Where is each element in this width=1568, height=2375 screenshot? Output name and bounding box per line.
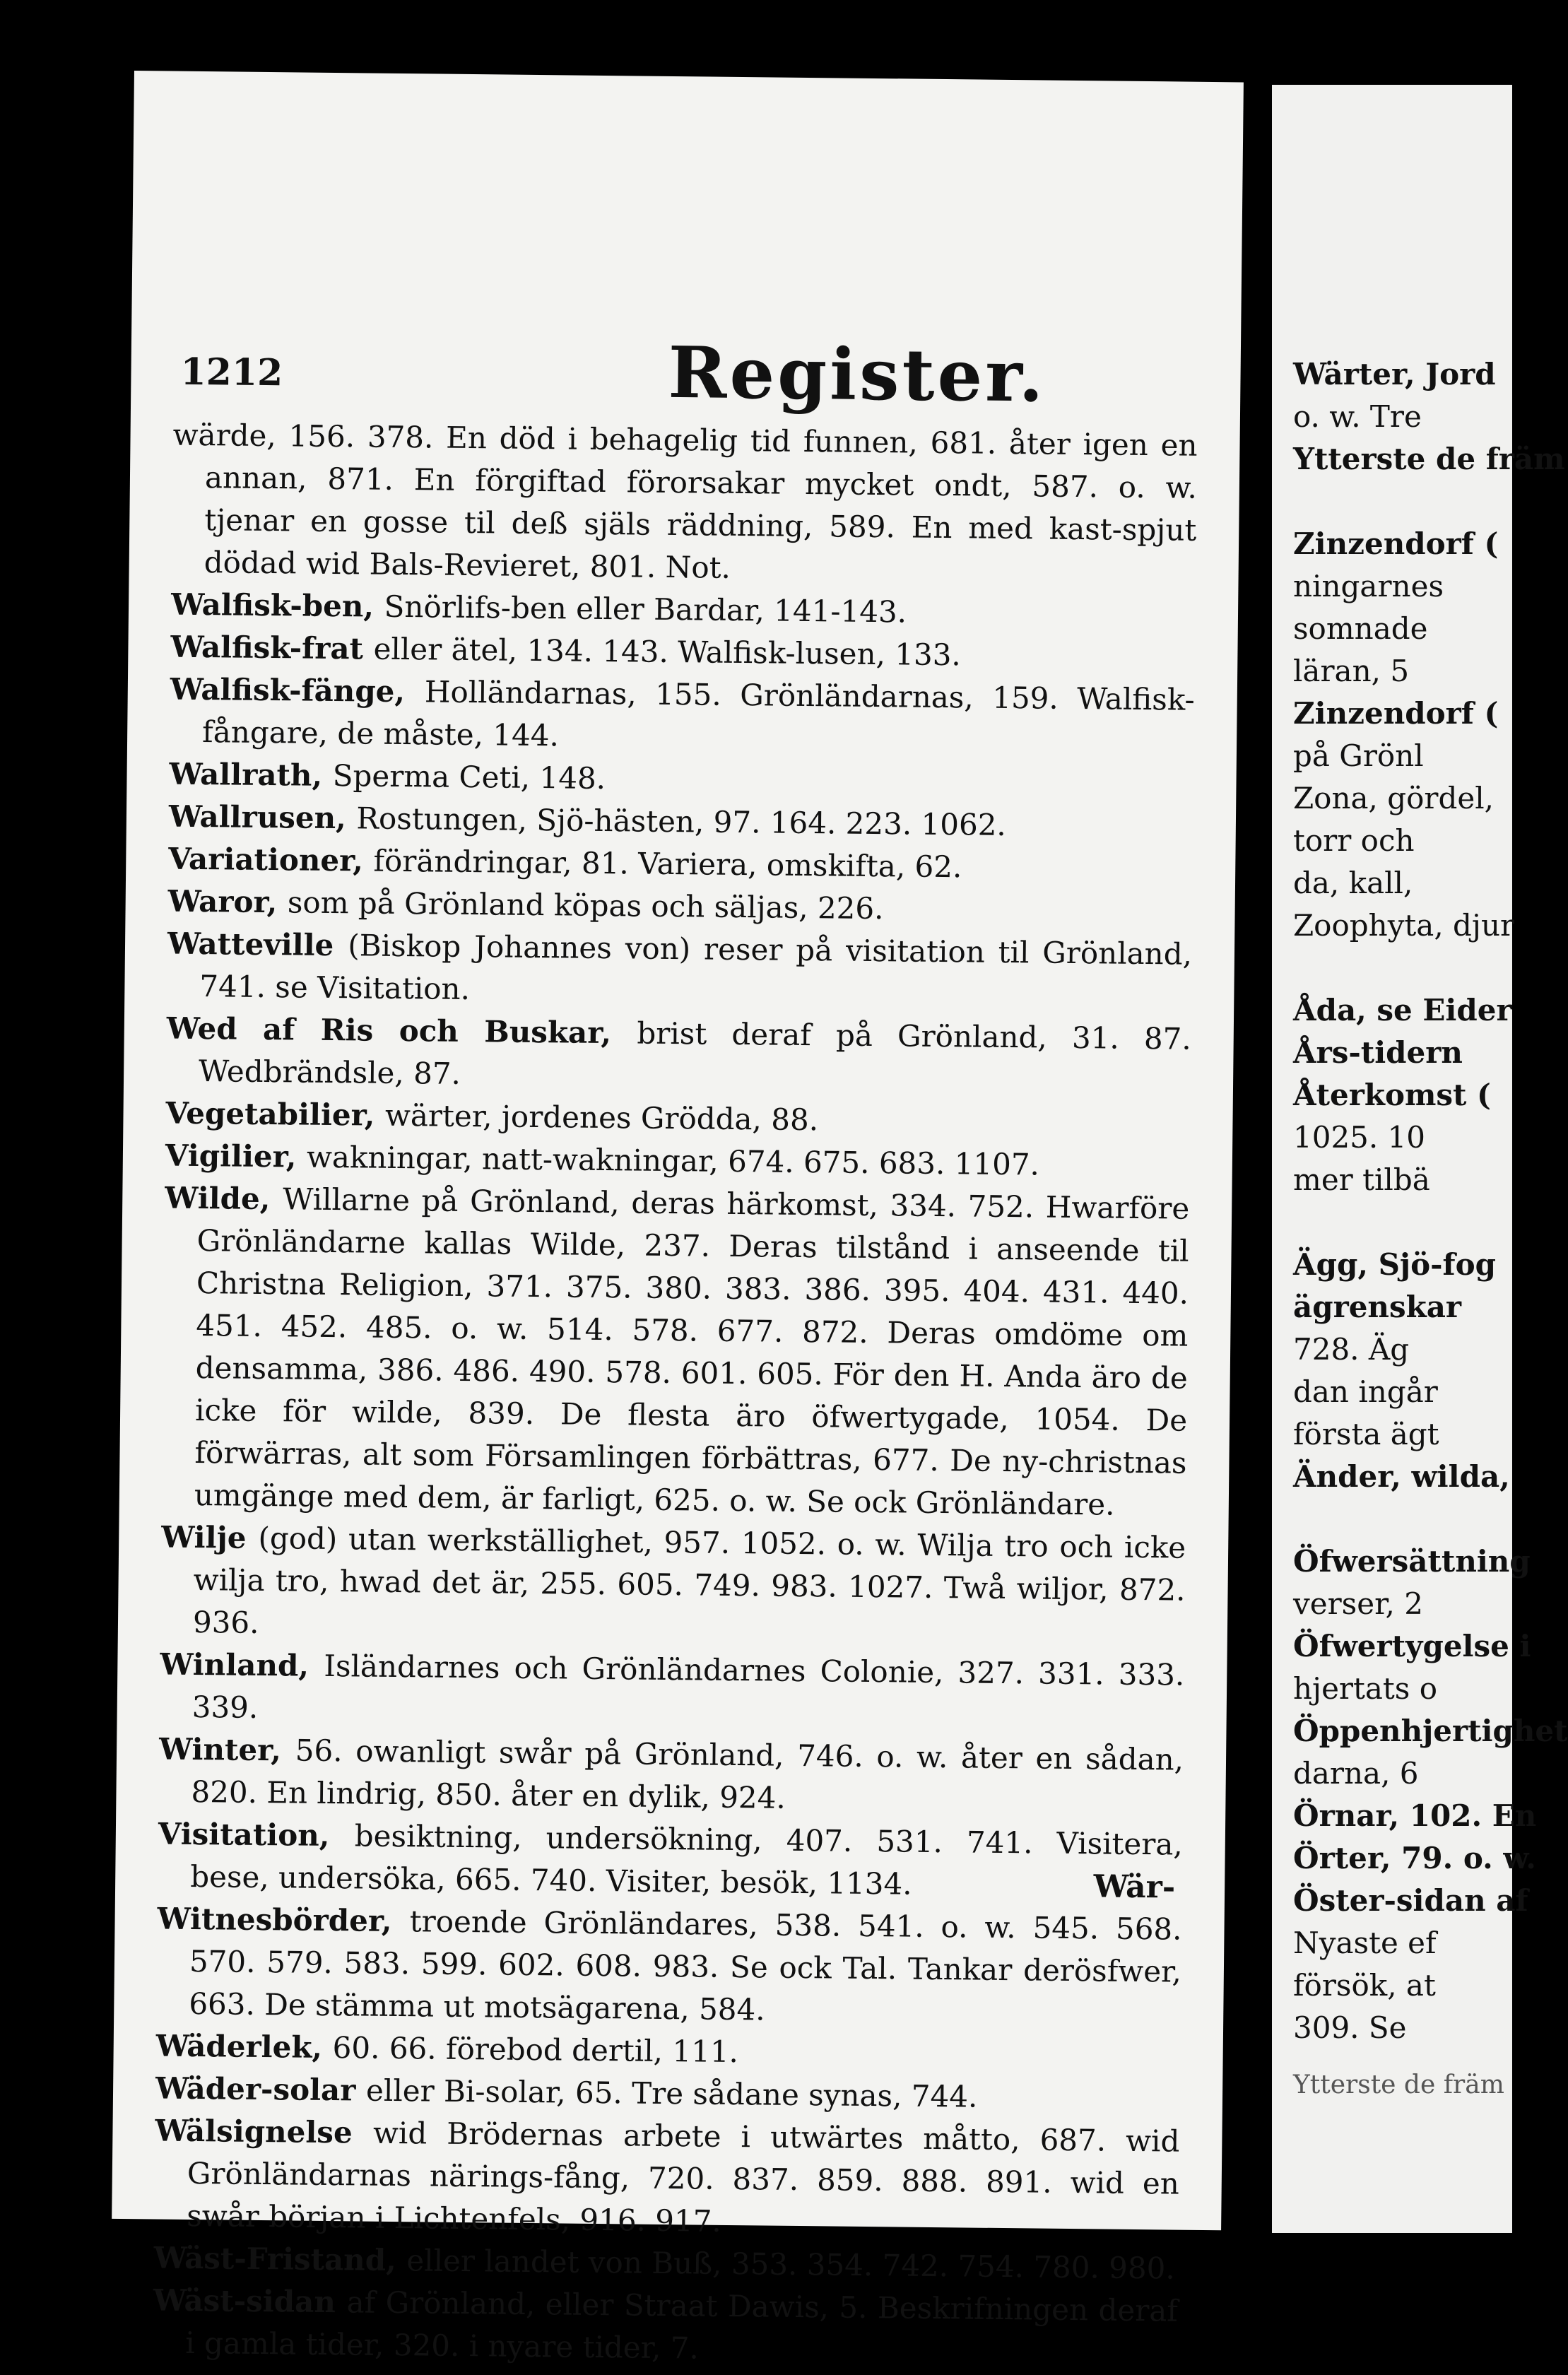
section-gap: [1293, 481, 1526, 523]
entry-references: 56. owanligt swår på Grönland, 746. o. w. åter en sådan, 820. En lindrig, 850. åter en dylik, 924.: [191, 1733, 1184, 1815]
right-register-line: första ägt: [1293, 1417, 1439, 1451]
entry-headword: Winter,: [158, 1731, 296, 1768]
right-page-footer-text: Ytterste de främ: [1293, 2070, 1504, 2099]
section-gap: [1293, 947, 1526, 989]
entry-references: troende Grönländares, 538. 541. o. w. 545. 568. 570. 579. 583. 599. 602. 608. 983. Se ock Tal. Tankar derösfwer, 663. De stämma ut motsägarena, 584.: [189, 1904, 1182, 2027]
right-register-line: da, kall,: [1293, 866, 1413, 900]
entry-references: som på Grönland köpas och säljas, 226.: [287, 885, 884, 926]
right-register-line: Örter, 79. o. w.: [1293, 1841, 1536, 1875]
entry-references: (Biskop Johannes von) reser på visitation til Grönland, 741. se Visitation.: [199, 928, 1193, 1007]
right-register-line: somnade: [1293, 611, 1428, 646]
right-register-line: Återkomst (: [1293, 1078, 1491, 1112]
entry-references: förändringar, 81. Variera, omskifta, 62.: [373, 843, 962, 885]
register-entry: [158, 1813, 1183, 1908]
right-register-line: ägrenskar: [1293, 1290, 1462, 1324]
right-register-line: 309. Se: [1293, 2010, 1407, 2045]
section-gap: [1293, 1201, 1526, 1244]
entry-headword: Wäst-Fristand,: [153, 2240, 407, 2278]
section-gap: [1293, 1498, 1526, 1540]
right-register-line: ningarnes: [1293, 569, 1444, 603]
entry-headword: Wed af Ris och Buskar,: [166, 1010, 637, 1051]
entry-headword: Wälsignelse: [155, 2113, 374, 2150]
left-page: [112, 71, 1244, 2366]
entry-headword: Watteville: [167, 926, 348, 963]
entry-headword: Wäder-solar: [155, 2070, 367, 2108]
register-entry: [154, 2109, 1180, 2247]
right-register-line: Nyaste ef: [1293, 1926, 1437, 1960]
right-register-line: Zona, gördel,: [1293, 781, 1495, 815]
entry-headword: Walfisk-frat: [170, 629, 374, 666]
entry-references: wid Brödernas arbete i utwärtes måtto, 687. wid Grönländarnas närings-fång, 720. 837. 859. 888. 891. wid en swår början i Lichtenfels, 916. 917.: [186, 2115, 1180, 2239]
entry-headword: Walfisk-fänge,: [170, 671, 425, 709]
right-register-line: mer tilbä: [1293, 1162, 1430, 1197]
entry-headword: Wallrusen,: [168, 798, 357, 836]
register-entry: [170, 668, 1195, 764]
entry-references: eller ätel, 134. 143. Walfisk-lusen, 133.: [373, 631, 962, 673]
right-register-line: Ägg, Sjö-fog: [1293, 1247, 1496, 1282]
register-entry: [158, 1728, 1184, 1823]
entry-headword: Wallrath,: [169, 756, 333, 793]
entry-headword: Walfisk-ben,: [170, 587, 384, 624]
entry-headword: Vigilier,: [165, 1138, 307, 1174]
register-entry: [167, 923, 1192, 1018]
entry-references: eller Bi-solar, 65. Tre sådane synas, 744.: [365, 2073, 978, 2114]
entry-headword: Wäderlek,: [155, 2028, 333, 2065]
right-register-line: Öfwertygelse i: [1293, 1629, 1531, 1663]
entry-references: (god) utan werkställighet, 957. 1052. o. w. Wilja tro och icke wilja tro, hwad det är, 255. 605. 749. 983. 1027. Twå wiljor, 872. 936.: [192, 1520, 1186, 1640]
entry-headword: Witnesbörder,: [157, 1901, 411, 1939]
right-register-line: Örnar, 102. En: [1293, 1798, 1537, 1833]
entry-headword: Vegetabilier,: [165, 1095, 386, 1133]
right-register-line: på Grönl: [1293, 738, 1424, 773]
entry-references: af Grönland, eller Straat Dawis, 5. Beskrifningen deraf i gamla tider, 320. i nyare tider, 7.: [185, 2285, 1179, 2366]
right-register-line: dan ingår: [1293, 1374, 1438, 1409]
right-register-line: försök, at: [1293, 1968, 1436, 2003]
entry-headword: Waror,: [167, 883, 288, 920]
page-number: 1212: [180, 350, 283, 395]
entry-references: Willarne på Grönland, deras härkomst, 334. 752. Hwarföre Grönländarne kallas Wilde, 237. Deras tilstånd i anseende til Christna Religion, 371. 375. 380. 383. 386. 395. 404. 431. 440. 451. 452. 485. o. w. 514. 578. 677. 872. Deras omdöme om densamma, 386. 486. 490. 578. 601. 605. För den H. Anda äro de icke för wilde, 839. De flesta äro öfwertygade, 1054. De förwärras, alt som Församlingen förbättras, 677. De ny-christnas umgänge med dem, är farligt, 625. o. w. Se ock Grönländare.: [194, 1181, 1190, 1522]
right-register-line: Zinzendorf (: [1293, 526, 1499, 561]
right-register-line: Ytterste de främ: [1293, 442, 1565, 476]
entry-references: 60. 66. förebod dertil, 111.: [332, 2030, 739, 2070]
right-register-line: Åda, se Eider: [1293, 993, 1512, 1027]
entry-references: wakningar, natt-wakningar, 674. 675. 683. 1107.: [306, 1139, 1040, 1182]
right-register-line: hjertats o: [1293, 1671, 1437, 1706]
entry-headword: Variationer,: [168, 841, 374, 878]
entry-references: Holländarnas, 155. Grönländarnas, 159. Walfisk-fångare, de måste, 144.: [201, 674, 1196, 753]
register-entry: [166, 1008, 1191, 1103]
right-register-line: Zinzendorf (: [1293, 696, 1499, 731]
right-register-line: Öppenhjertighet: [1293, 1714, 1568, 1748]
entry-references: Sperma Ceti, 148.: [332, 758, 606, 796]
register-entry: [162, 1177, 1190, 1527]
entry-references: wärter, jordenes Grödda, 88.: [384, 1097, 819, 1138]
entry-headword: Visitation,: [158, 1816, 355, 1854]
right-register-line: o. w. Tre: [1293, 399, 1422, 434]
right-register-line: 1025. 10: [1293, 1120, 1426, 1155]
right-register-line: Änder, wilda,: [1293, 1459, 1510, 1494]
right-register-line: torr och: [1293, 823, 1415, 858]
right-register-line: Wärter, Jord: [1293, 357, 1496, 391]
right-register-line: Öfwersättning: [1293, 1544, 1531, 1579]
right-register-entries: [1293, 353, 1568, 2049]
right-register-line: Zoophyta, djur: [1293, 908, 1515, 943]
right-register-line: Öster-sidan af: [1293, 1883, 1528, 1918]
page-header: [131, 283, 1241, 418]
entry-references: brist deraf på Grönland, 31. 87. Wedbrändsle, 87.: [198, 1015, 1191, 1091]
right-register-line: 728. Äg: [1293, 1332, 1410, 1367]
entry-references: besiktning, undersökning, 407. 531. 741. Visitera, bese, undersöka, 665. 740. Visiter, besök, 1134.: [189, 1818, 1184, 1902]
right-register-line: Års-tidern: [1293, 1035, 1463, 1070]
register-entries: [153, 414, 1198, 2375]
entry-references: Snörlifs-ben eller Bardar, 141-143.: [384, 589, 907, 630]
entry-references: eller landet von Buß, 353. 354. 742. 754. 780. 980.: [406, 2243, 1175, 2286]
right-page: [1272, 85, 1568, 2233]
register-entry: [156, 1897, 1182, 2035]
entry-headword: Wilje: [161, 1519, 259, 1555]
entry-references: Isländarnes och Grönländarnes Colonie, 327. 331. 333. 339.: [191, 1648, 1185, 1725]
right-register-line: verser, 2: [1293, 1586, 1423, 1621]
right-register-line: darna, 6: [1293, 1756, 1419, 1791]
right-register-line: läran, 5: [1293, 654, 1410, 688]
register-entry: [171, 414, 1197, 594]
entry-headword: Wilde,: [165, 1180, 283, 1217]
entry-references: Rostungen, Sjö-hästen, 97. 164. 223. 1062.: [356, 801, 1007, 842]
entry-references: wärde, 156. 378. En död i behagelig tid funnen, 681. åter igen en annan, 871. En förgiftad förorsakar mycket ondt, 587. o. w. tjenar en gosse til deß själs räddning, 589. En med kast-spjut dödad wid Bals-Revieret, 801. Not.: [172, 417, 1198, 585]
page-title: Register.: [667, 330, 1047, 418]
catchword: Wär-: [1093, 1868, 1176, 1906]
register-entry: [159, 1644, 1184, 1739]
entry-headword: Wäst-sidan: [153, 2282, 347, 2320]
register-entry: [160, 1516, 1186, 1654]
register-entry: [153, 2279, 1178, 2374]
entry-headword: Winland,: [160, 1646, 324, 1683]
